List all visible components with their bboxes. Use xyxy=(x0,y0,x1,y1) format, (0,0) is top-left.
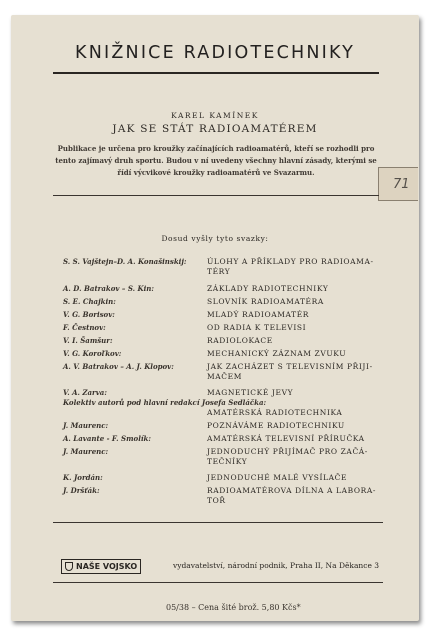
list-item-title: JEDNODUCHÉ MALÉ VYSÍLAČE xyxy=(207,473,348,482)
section-divider xyxy=(53,195,379,196)
list-item-title: OD RADIA K TELEVISI xyxy=(207,323,307,332)
book-description: Publikace je určena pro kroužky začínajících radioamatérů, kteří se rozhodli pro tento zajímavý druh sportu. Budou v ní uvedeny všechny hlavní zásady, kterými se řídí výcvikové kroužky radioamatérů ve Svazarmu. xyxy=(55,144,377,177)
list-item-author: V. G. Borisov: xyxy=(63,310,115,319)
book-back-cover xyxy=(11,15,419,621)
list-item-title: JAK ZACHÁZET S TELEVISNÍM PŘIJI- MAČEM xyxy=(207,362,373,381)
list-item-title: AMATÉRSKÁ TELEVISNÍ PŘÍRUČKA xyxy=(207,434,365,443)
title-rule xyxy=(53,72,379,74)
list-item-title: MAGNETICKÉ JEVY xyxy=(207,388,294,397)
list-item-author: A. D. Batrakov – S. Kin: xyxy=(63,284,154,293)
list-item-author: K. Jordán: xyxy=(63,473,103,482)
list-item-author: A. V. Batrakov – A. J. Klopov: xyxy=(63,362,174,371)
price-line: 05/38 – Cena šité brož. 5,80 Kčs* xyxy=(166,603,301,612)
footer-divider xyxy=(53,522,383,523)
list-item-title: RADIOLOKACE xyxy=(207,336,273,345)
series-title: KNIŽNICE RADIOTECHNIKY xyxy=(75,43,355,63)
list-item-title: POZNÁVÁME RADIOTECHNIKU xyxy=(207,421,345,430)
list-item-author: J. Maurenc: xyxy=(63,447,109,456)
list-item-title: ÚLOHY A PŘÍKLADY PRO RADIOAMA- TÉRY xyxy=(207,257,374,276)
list-item-title: SLOVNÍK RADIOAMATÉRA xyxy=(207,297,324,306)
list-item-title: MECHANICKÝ ZÁZNAM ZVUKU xyxy=(207,349,347,358)
list-item-author: S. E. Chajkin: xyxy=(63,297,116,306)
shield-icon xyxy=(65,562,73,571)
logo-text: NAŠE VOJSKO xyxy=(76,562,138,571)
list-item-author: S. S. Vajštejn–D. A. Konašinskij: xyxy=(63,257,187,266)
book-author: KAREL KAMÍNEK xyxy=(171,111,259,120)
list-item-author: V. G. Koroľkov: xyxy=(63,349,122,358)
list-item-title: ZÁKLADY RADIOTECHNIKY xyxy=(207,284,329,293)
publisher-logo xyxy=(61,559,141,574)
list-item-title: JEDNODUCHÝ PŘIJÍMAČ PRO ZAČÁ- TEČNÍKY xyxy=(207,447,368,466)
publisher-info: vydavatelství, národní podnik, Praha II, Na Děkance 3 xyxy=(173,561,380,570)
list-item-author: F. Čestnov: xyxy=(63,323,106,332)
price-divider xyxy=(53,582,383,583)
list-item-title: AMATÉRSKÁ RADIOTECHNIKA xyxy=(207,408,343,417)
list-item-author: V. I. Šamšur: xyxy=(63,336,113,345)
list-item-title: RADIOAMATÉROVA DÍLNA A LABORA- TOŘ xyxy=(207,486,377,505)
published-list-heading: Dosud vyšly tyto svazky: xyxy=(161,234,269,243)
list-item-author: J. Dršťák: xyxy=(63,486,100,495)
list-item-author: V. A. Zarva: xyxy=(63,388,107,397)
list-item-title: MLADÝ RADIOAMATÉR xyxy=(207,310,310,319)
handwritten-tag: 71 xyxy=(378,167,418,201)
list-item-author: Kolektiv autorů pod hlavní redakcí Josefa Sedláčka: xyxy=(63,398,267,407)
list-item-author: A. Lavante - F. Smolík: xyxy=(63,434,151,443)
book-title: JAK SE STÁT RADIOAMATÉREM xyxy=(112,123,318,135)
list-item-author: J. Maurenc: xyxy=(63,421,109,430)
